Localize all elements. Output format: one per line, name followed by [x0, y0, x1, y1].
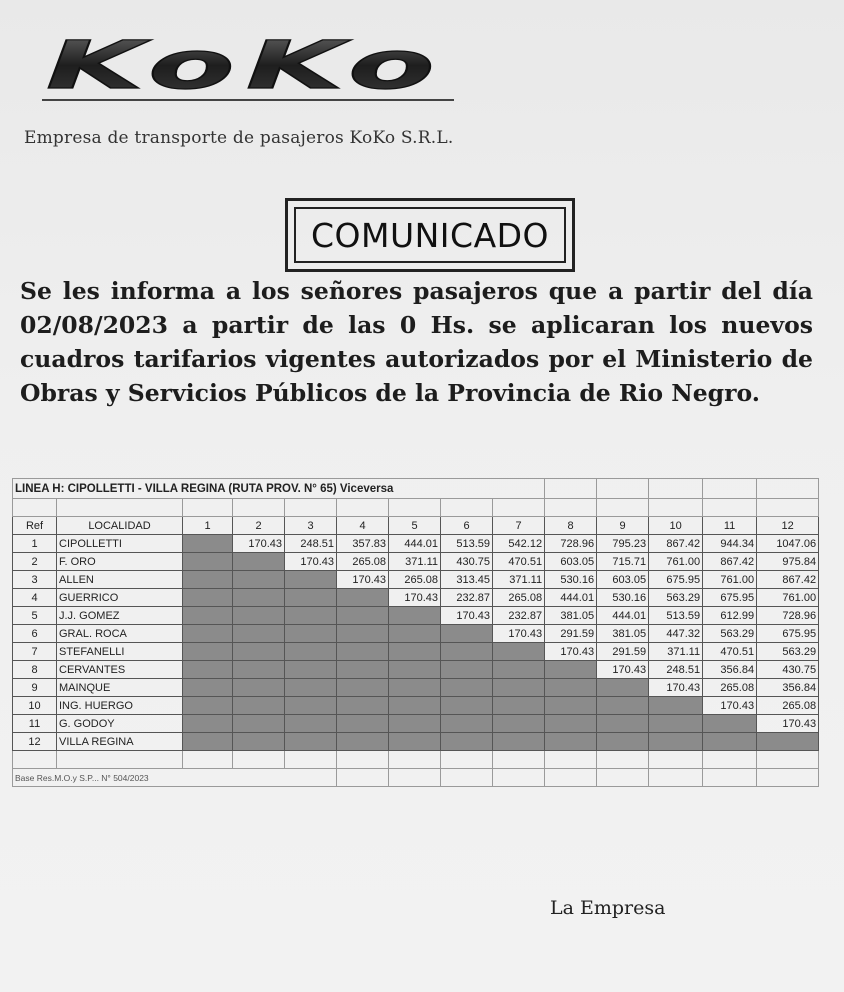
shaded-cell — [441, 625, 493, 643]
fare-table — [12, 478, 819, 787]
ref-cell: 7 — [13, 643, 57, 661]
fare-cell: 728.96 — [545, 535, 597, 553]
notice-paragraph: Se les informa a los señores pasajeros que a partir del día 02/08/2023 a partir de las 0 Hs. se aplicaran los nuevos cuadros tarifarios vigentes autorizados por el Ministerio de Obras y Servicios Públicos de la Provincia de Rio Negro. — [20, 277, 813, 407]
shaded-cell — [183, 571, 233, 589]
shaded-cell — [233, 697, 285, 715]
shaded-cell — [649, 715, 703, 733]
shaded-cell — [389, 661, 441, 679]
locality-cell: CERVANTES — [57, 661, 183, 679]
shaded-cell — [493, 661, 545, 679]
table-row — [13, 589, 819, 607]
shaded-cell — [389, 643, 441, 661]
shaded-cell — [285, 643, 337, 661]
fare-cell: 381.05 — [545, 607, 597, 625]
fare-cell: 265.08 — [493, 589, 545, 607]
column-header: 12 — [757, 517, 819, 535]
fare-cell: 542.12 — [493, 535, 545, 553]
column-header: LOCALIDAD — [57, 517, 183, 535]
shaded-cell — [285, 715, 337, 733]
shaded-cell — [233, 589, 285, 607]
spacer-row — [13, 499, 819, 517]
shaded-cell — [441, 643, 493, 661]
shaded-cell — [389, 607, 441, 625]
shaded-cell — [597, 715, 649, 733]
fare-cell: 170.43 — [441, 607, 493, 625]
column-header: 1 — [183, 517, 233, 535]
shaded-cell — [337, 643, 389, 661]
shaded-cell — [233, 679, 285, 697]
fare-cell: 265.08 — [337, 553, 389, 571]
column-header: 6 — [441, 517, 493, 535]
table-row — [13, 535, 819, 553]
column-header: Ref — [13, 517, 57, 535]
column-header: 11 — [703, 517, 757, 535]
shaded-cell — [545, 733, 597, 751]
fare-cell: 170.43 — [233, 535, 285, 553]
shaded-cell — [233, 571, 285, 589]
fare-cell: 675.95 — [649, 571, 703, 589]
column-header: 3 — [285, 517, 337, 535]
fare-cell: 612.99 — [703, 607, 757, 625]
shaded-cell — [389, 625, 441, 643]
shaded-cell — [493, 715, 545, 733]
shaded-cell — [441, 697, 493, 715]
shaded-cell — [337, 607, 389, 625]
ref-cell: 4 — [13, 589, 57, 607]
shaded-cell — [285, 571, 337, 589]
locality-cell: G. GODOY — [57, 715, 183, 733]
fare-cell: 444.01 — [545, 589, 597, 607]
fare-cell: 170.43 — [703, 697, 757, 715]
fare-cell: 761.00 — [703, 571, 757, 589]
fare-cell: 563.29 — [649, 589, 703, 607]
locality-cell: ALLEN — [57, 571, 183, 589]
table-row — [13, 607, 819, 625]
fare-cell: 513.59 — [649, 607, 703, 625]
table-title-row — [13, 479, 819, 499]
ref-cell: 8 — [13, 661, 57, 679]
shaded-cell — [389, 697, 441, 715]
fare-cell: 170.43 — [389, 589, 441, 607]
shaded-cell — [545, 661, 597, 679]
shaded-cell — [233, 661, 285, 679]
shaded-cell — [649, 733, 703, 751]
shaded-cell — [285, 607, 337, 625]
fare-cell: 1047.06 — [757, 535, 819, 553]
table-row — [13, 643, 819, 661]
shaded-cell — [285, 733, 337, 751]
ref-cell: 1 — [13, 535, 57, 553]
column-header: 5 — [389, 517, 441, 535]
ref-cell: 3 — [13, 571, 57, 589]
fare-cell: 563.29 — [703, 625, 757, 643]
shaded-cell — [183, 589, 233, 607]
shaded-cell — [703, 715, 757, 733]
locality-cell: STEFANELLI — [57, 643, 183, 661]
ref-cell: 5 — [13, 607, 57, 625]
locality-cell: CIPOLLETTI — [57, 535, 183, 553]
fare-cell: 371.11 — [389, 553, 441, 571]
fare-cell: 530.16 — [545, 571, 597, 589]
fare-cell: 867.42 — [649, 535, 703, 553]
fare-cell: 430.75 — [757, 661, 819, 679]
shaded-cell — [441, 715, 493, 733]
shaded-cell — [285, 679, 337, 697]
shaded-cell — [183, 697, 233, 715]
shaded-cell — [233, 607, 285, 625]
column-header: 8 — [545, 517, 597, 535]
fare-cell: 265.08 — [703, 679, 757, 697]
fare-cell: 675.95 — [703, 589, 757, 607]
fare-cell: 265.08 — [389, 571, 441, 589]
shaded-cell — [389, 715, 441, 733]
shaded-cell — [233, 553, 285, 571]
fare-cell: 170.43 — [285, 553, 337, 571]
footnote-row — [13, 769, 819, 787]
fare-cell: 170.43 — [597, 661, 649, 679]
locality-cell: J.J. GOMEZ — [57, 607, 183, 625]
fare-cell: 675.95 — [757, 625, 819, 643]
shaded-cell — [757, 733, 819, 751]
ref-cell: 10 — [13, 697, 57, 715]
shaded-cell — [183, 679, 233, 697]
spacer-row — [13, 751, 819, 769]
fare-cell: 357.83 — [337, 535, 389, 553]
ref-cell: 6 — [13, 625, 57, 643]
koko-logo — [38, 28, 458, 108]
shaded-cell — [337, 733, 389, 751]
shaded-cell — [389, 733, 441, 751]
shaded-cell — [545, 679, 597, 697]
shaded-cell — [183, 553, 233, 571]
table-row — [13, 697, 819, 715]
shaded-cell — [233, 715, 285, 733]
fare-cell: 795.23 — [597, 535, 649, 553]
shaded-cell — [285, 661, 337, 679]
fare-cell: 291.59 — [597, 643, 649, 661]
fare-cell: 248.51 — [649, 661, 703, 679]
fare-cell: 170.43 — [545, 643, 597, 661]
locality-cell: GUERRICO — [57, 589, 183, 607]
fare-cell: 371.11 — [493, 571, 545, 589]
fare-cell: 470.51 — [703, 643, 757, 661]
signature: La Empresa — [550, 897, 666, 919]
column-header: 2 — [233, 517, 285, 535]
ref-cell: 9 — [13, 679, 57, 697]
shaded-cell — [183, 607, 233, 625]
fare-cell: 371.11 — [649, 643, 703, 661]
locality-cell: F. ORO — [57, 553, 183, 571]
shaded-cell — [389, 679, 441, 697]
locality-cell: ING. HUERGO — [57, 697, 183, 715]
shaded-cell — [285, 625, 337, 643]
shaded-cell — [337, 679, 389, 697]
table-row — [13, 661, 819, 679]
fare-cell: 170.43 — [649, 679, 703, 697]
table-row — [13, 733, 819, 751]
fare-cell: 356.84 — [757, 679, 819, 697]
shaded-cell — [183, 535, 233, 553]
shaded-cell — [183, 733, 233, 751]
fare-cell: 170.43 — [493, 625, 545, 643]
shaded-cell — [597, 679, 649, 697]
shaded-cell — [337, 697, 389, 715]
fare-cell: 761.00 — [757, 589, 819, 607]
fare-cell: 603.05 — [597, 571, 649, 589]
fare-cell: 265.08 — [757, 697, 819, 715]
ref-cell: 11 — [13, 715, 57, 733]
fare-cell: 232.87 — [493, 607, 545, 625]
shaded-cell — [183, 715, 233, 733]
shaded-cell — [441, 661, 493, 679]
shaded-cell — [233, 643, 285, 661]
shaded-cell — [493, 679, 545, 697]
fare-cell: 975.84 — [757, 553, 819, 571]
shaded-cell — [183, 643, 233, 661]
locality-cell: MAINQUE — [57, 679, 183, 697]
fare-cell: 470.51 — [493, 553, 545, 571]
fare-cell: 170.43 — [757, 715, 819, 733]
fare-cell: 291.59 — [545, 625, 597, 643]
table-row — [13, 625, 819, 643]
shaded-cell — [441, 733, 493, 751]
shaded-cell — [183, 661, 233, 679]
shaded-cell — [545, 697, 597, 715]
shaded-cell — [597, 733, 649, 751]
fare-cell: 444.01 — [389, 535, 441, 553]
fare-cell: 170.43 — [337, 571, 389, 589]
locality-cell: GRAL. ROCA — [57, 625, 183, 643]
fare-cell: 313.45 — [441, 571, 493, 589]
shaded-cell — [597, 697, 649, 715]
locality-cell: VILLA REGINA — [57, 733, 183, 751]
fare-cell: 232.87 — [441, 589, 493, 607]
ref-cell: 2 — [13, 553, 57, 571]
table-row — [13, 679, 819, 697]
table-row — [13, 571, 819, 589]
table-row — [13, 553, 819, 571]
fare-cell: 944.34 — [703, 535, 757, 553]
table-row — [13, 715, 819, 733]
fare-cell: 447.32 — [649, 625, 703, 643]
ref-cell: 12 — [13, 733, 57, 751]
shaded-cell — [337, 715, 389, 733]
shaded-cell — [285, 697, 337, 715]
shaded-cell — [493, 733, 545, 751]
column-header: 9 — [597, 517, 649, 535]
comunicado-box — [285, 198, 575, 272]
table-header-row — [13, 517, 819, 535]
shaded-cell — [183, 625, 233, 643]
fare-cell: 603.05 — [545, 553, 597, 571]
fare-cell: 513.59 — [441, 535, 493, 553]
fare-cell: 563.29 — [757, 643, 819, 661]
shaded-cell — [285, 589, 337, 607]
column-header: 4 — [337, 517, 389, 535]
fare-cell: 867.42 — [703, 553, 757, 571]
fare-cell: 530.16 — [597, 589, 649, 607]
shaded-cell — [703, 733, 757, 751]
fare-cell: 248.51 — [285, 535, 337, 553]
fare-cell: 444.01 — [597, 607, 649, 625]
company-subtitle: Empresa de transporte de pasajeros KoKo S.R.L. — [24, 128, 454, 148]
shaded-cell — [233, 733, 285, 751]
svg-text:KoKo: KoKo — [46, 28, 446, 104]
shaded-cell — [233, 625, 285, 643]
shaded-cell — [337, 589, 389, 607]
fare-cell: 715.71 — [597, 553, 649, 571]
shaded-cell — [337, 625, 389, 643]
comunicado-title: COMUNICADO — [294, 207, 566, 263]
shaded-cell — [337, 661, 389, 679]
fare-cell: 430.75 — [441, 553, 493, 571]
shaded-cell — [649, 697, 703, 715]
fare-cell: 356.84 — [703, 661, 757, 679]
fare-cell: 728.96 — [757, 607, 819, 625]
fare-cell: 381.05 — [597, 625, 649, 643]
shaded-cell — [441, 679, 493, 697]
column-header: 10 — [649, 517, 703, 535]
table-title: LINEA H: CIPOLLETTI - VILLA REGINA (RUTA PROV. N° 65) Viceversa — [13, 479, 545, 499]
shaded-cell — [545, 715, 597, 733]
column-header: 7 — [493, 517, 545, 535]
table-footnote: Base Res.M.O.y S.P... N° 504/2023 — [13, 769, 337, 787]
shaded-cell — [493, 643, 545, 661]
fare-cell: 867.42 — [757, 571, 819, 589]
fare-cell: 761.00 — [649, 553, 703, 571]
shaded-cell — [493, 697, 545, 715]
